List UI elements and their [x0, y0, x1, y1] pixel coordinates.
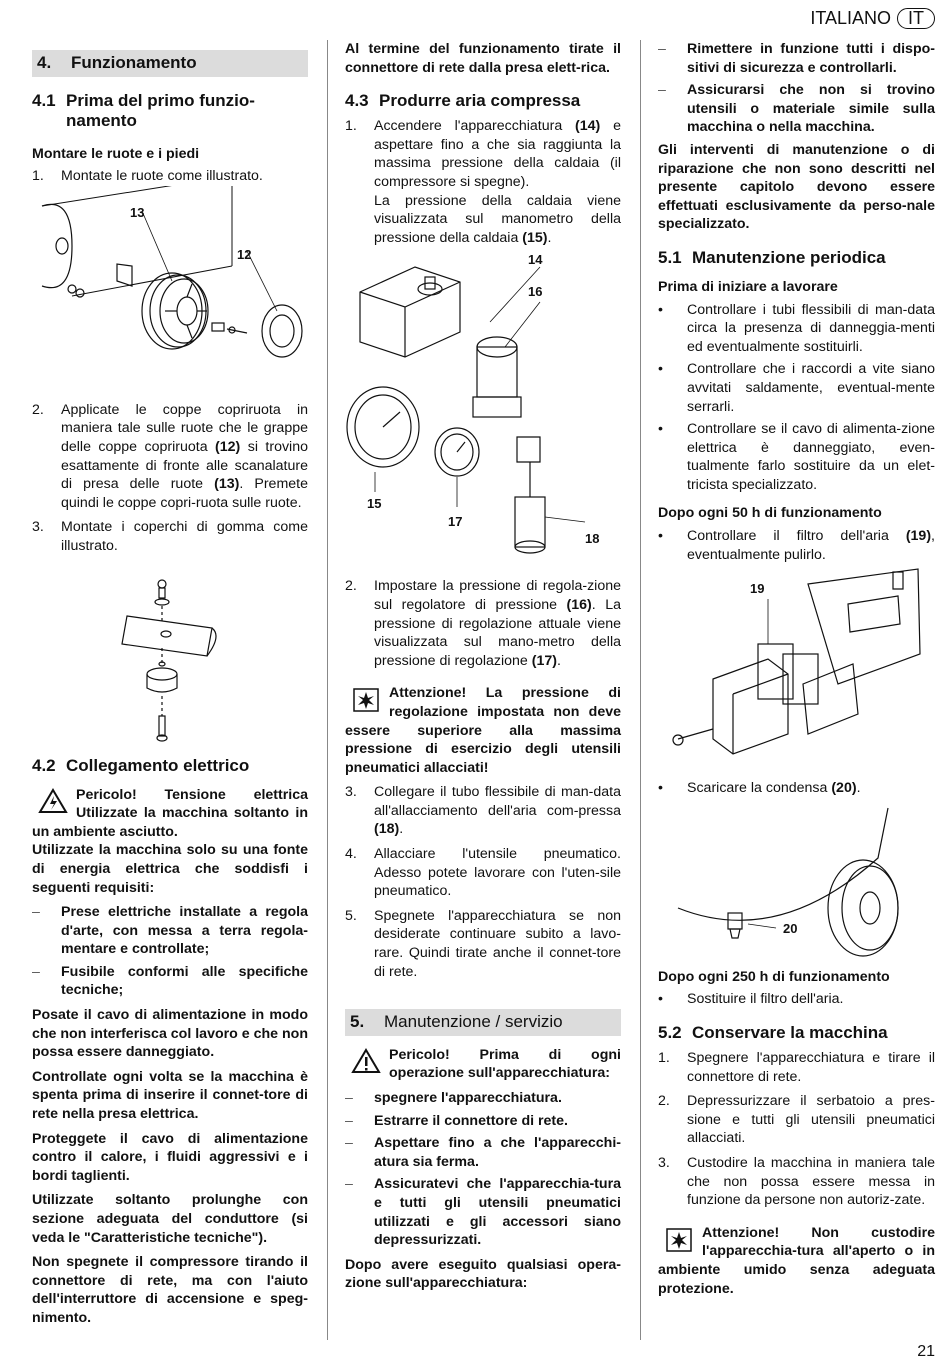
- paragraph: Non spegnete il compressore tirando il connettore di rete, ma con l'aiuto dell'interruttore di accensione e speg-nimento.: [32, 1254, 308, 1326]
- paragraph: Gli interventi di manutenzione o di riparazione che non sono descritti nel presente capitolo devono essere effettuati esclusivamente da perso-nale specializzato.: [658, 141, 935, 233]
- warning-icon: [351, 1048, 381, 1074]
- rubber-foot-figure: [32, 556, 308, 756]
- paragraph: Proteggete il cavo di alimentazione contro il calore, i fluidi aggressivi e i bordi taglienti.: [32, 1130, 308, 1184]
- paragraph: Utilizzate soltanto prolunghe con sezione adeguata del conduttore (si veda le "Caratteristiche tecniche").: [32, 1192, 308, 1246]
- air-filter-figure: [658, 564, 935, 779]
- electric-warning-icon: [38, 788, 68, 814]
- list-item: – Assicuratevi che l'apparecchia-tura e tutti gli utensili pneumatici utilizzati e gli accessori siano depressurizzati.: [345, 1176, 621, 1249]
- section-4-1-heading: 4.1 Prima del primo funzio-namento: [32, 90, 255, 130]
- language-label: ITALIANO: [810, 8, 891, 28]
- section-4-2-heading: 4.2 Collegamento elettrico: [32, 755, 250, 775]
- column-left: [32, 40, 308, 1328]
- section-5-1-heading: 5.1 Manutenzione periodica: [658, 247, 886, 267]
- callout-17: 17: [448, 514, 463, 530]
- list-item: – Estrarre il connettore di rete.: [345, 1112, 568, 1129]
- column-middle: [345, 40, 621, 1293]
- list-item: 5. Spegnete l'apparecchiatura se non desiderate continuare subito a lavo-rare. Quindi tirate anche il connet-tore di rete.: [345, 907, 621, 980]
- wheel-assembly-figure: [32, 186, 308, 401]
- section-4-3-heading: 4.3 Produrre aria compressa: [345, 91, 581, 111]
- list-item: • Controllare i tubi flessibili di man-data circa la presenza di danneggia-menti ed eventualmente sostituirli.: [658, 301, 935, 355]
- paragraph: Al termine del funzionamento tirate il connettore di rete dalla presa elett-rica.: [345, 41, 621, 76]
- list-item: – Aspettare fino a che l'apparecchi-atura sia ferma.: [345, 1135, 621, 1170]
- list-item: 2. Applicate le coppe copriruota in maniera tale sulle ruote che le grappe delle coppe copriruota (12) si trovino esattamente di fronte alle scanalature di presa delle ruote (13). Premete quindi le coppe copri-ruota sulle ruote.: [32, 401, 308, 511]
- attention-icon: [664, 1226, 694, 1252]
- subheading: Dopo ogni 50 h di funzionamento: [658, 505, 882, 522]
- list-item: • Controllare il filtro dell'aria (19), eventualmente pulirlo.: [658, 528, 935, 563]
- language-code-badge: IT: [897, 8, 935, 29]
- danger-notice: Pericolo! Prima di ogni operazione sull'apparecchiatura:: [345, 1046, 621, 1083]
- subheading: Prima di iniziare a lavorare: [658, 278, 838, 295]
- column-right: [658, 40, 935, 1298]
- section-4-heading: 4. Funzionamento: [32, 50, 308, 77]
- list-item: 1. Spegnere l'apparecchiatura e tirare il connettore di rete.: [658, 1050, 935, 1085]
- list-item: – Fusibile conformi alle specifiche tecniche;: [32, 963, 308, 999]
- list-item: 1. Accendere l'apparecchiatura (14) e aspettare fino a che sia raggiunta la massima pressione della caldaia (il compressore si spegne). La pressione della caldaia viene visualizzata sul manometro della pressione della caldaia (15).: [345, 118, 621, 246]
- callout-14: 14: [528, 252, 543, 268]
- list-item: – Rimettere in funzione tutti i dispo-sitivi di sicurezza e controllarli.: [658, 41, 935, 76]
- section-5-2-heading: 5.2 Conservare la macchina: [658, 1023, 888, 1043]
- attention-icon: [351, 686, 381, 712]
- list-item: 3. Custodire la macchina in maniera tale che non possa essere messa in funzione da persone non autoriz-zate.: [658, 1155, 935, 1209]
- section-5-heading: 5. Manutenzione / servizio: [345, 1009, 621, 1036]
- paragraph: Utilizzate la macchina solo su una fonte di energia elettrica che soddisfi i seguenti requisiti:: [32, 842, 308, 896]
- list-item: • Scaricare la condensa (20).: [658, 780, 861, 797]
- list-item: • Controllare che i raccordi a vite siano avvitati saldamente, eventual-mente serrarli.: [658, 361, 935, 415]
- callout-19: 19: [750, 581, 765, 597]
- mount-subheading: Montare le ruote e i piedi: [32, 145, 200, 162]
- condensate-drain-figure: [658, 798, 935, 968]
- attention-notice: Attenzione! La pressione di regolazione impostata non deve essere superiore alla massima pressione di esercizio degli utensili pneumatici allacciati!: [345, 685, 621, 776]
- list-item: – spegnere l'apparecchiatura.: [345, 1090, 562, 1106]
- paragraph: Controllate ogni volta se la macchina è spenta prima di inserire il connet-tore di rete nella presa elettrica.: [32, 1068, 308, 1123]
- callout-13: 13: [130, 204, 145, 220]
- attention-notice: Attenzione! Non custodire l'apparecchia-tura all'aperto o in ambiente umido senza adeguata protezione.: [658, 1224, 935, 1297]
- callout-20: 20: [783, 920, 798, 936]
- list-item: 3. Collegare il tubo flessibile di man-data all'allacciamento dell'aria com-pressa (18).: [345, 784, 621, 838]
- list-item: • Controllare se il cavo di alimenta-zione elettrica è danneggiato, even-tualmente farlo sostituire da un elet-tricista specializzato.: [658, 421, 935, 493]
- language-indicator: [810, 8, 935, 29]
- list-item: 3. Montate i coperchi di gomma come illustrato.: [32, 519, 308, 554]
- danger-notice: Pericolo! Tensione elettrica Utilizzate la macchina soltanto in un ambiente asciutto.: [32, 786, 308, 840]
- callout-15: 15: [367, 496, 382, 512]
- list-item: 4. Allacciare l'utensile pneumatico. Adesso potete lavorare con l'uten-sile pneumatico.: [345, 846, 621, 900]
- page-number: 21: [917, 1343, 935, 1361]
- list-item: 2. Depressurizzare il serbatoio a pres-sione e tutti gli utensili pneumatici allacciati.: [658, 1093, 935, 1147]
- callout-16: 16: [528, 284, 543, 300]
- subheading: Dopo ogni 250 h di funzionamento: [658, 968, 890, 985]
- callout-18: 18: [585, 531, 600, 547]
- list-item: 1. Montate le ruote come illustrato.: [32, 168, 263, 185]
- paragraph: Dopo avere eseguito qualsiasi opera-zione sull'apparecchiatura:: [345, 1256, 621, 1292]
- column-divider: [327, 40, 328, 1340]
- list-item: 2. Impostare la pressione di regola-zione sul regolatore di pressione (16). La pressione di regolazione attuale viene visualizzata sul mano-metro della pressione di regolazione (17).: [345, 578, 621, 669]
- list-item: – Prese elettriche installate a regola d'arte, con messa a terra regola-mentare e controllate;: [32, 904, 308, 958]
- callout-12: 12: [237, 246, 252, 262]
- list-item: • Sostituire il filtro dell'aria.: [658, 991, 844, 1008]
- list-item: – Assicurarsi che non si trovino utensili o materiale simile sulla macchina o nella macchina.: [658, 82, 935, 136]
- pressure-regulator-figure: [345, 247, 621, 577]
- paragraph: Posate il cavo di alimentazione in modo che non interferisca col lavoro e che non possa essere danneggiato.: [32, 1007, 308, 1061]
- column-divider: [640, 40, 641, 1340]
